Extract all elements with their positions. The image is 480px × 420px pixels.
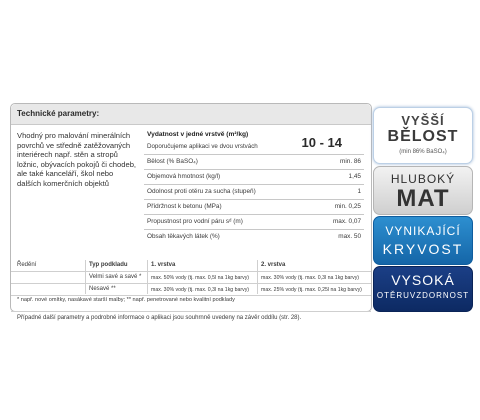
spec-label: Bělost (% BaSO₄): [147, 158, 198, 165]
dilution-title: Ředění: [17, 262, 37, 268]
spec-value: 1,45: [348, 173, 361, 180]
dilution-col-header: 2. vrstva: [261, 262, 286, 268]
badge-line: VYŠŠÍ: [401, 113, 445, 128]
first-coat-dilution: max. 50% vody (tj. max. 0,5l na 1kg barvy): [151, 275, 250, 281]
badge-line: HLUBOKÝ: [390, 172, 456, 186]
badge-line: (min 86% BaSO₄): [399, 149, 447, 155]
substrate-note: * např. nové omítky, nasákavé starší malby; ** např. penetrované nebo kvalitní podklady: [17, 297, 235, 303]
coverage-sublabel: Doporučujeme aplikaci ve dvou vrstvách: [147, 143, 258, 150]
spec-value: max. 0,07: [332, 218, 361, 225]
badge-line: BĚLOST: [387, 128, 459, 145]
coverage-value: 10 - 14: [301, 135, 342, 150]
substrate-type: Velmi savé a savé *: [89, 274, 142, 280]
dilution-header-row: [11, 260, 371, 272]
spec-row: [144, 170, 364, 185]
dilution-col-header: Typ podkladu: [89, 262, 128, 268]
coverage-badge: [373, 216, 473, 265]
footer-note: Případné další parametry a podrobné informace o aplikaci jsou souhrnně uvedeny na závěr oddílu (str. 28).: [17, 315, 302, 321]
first-coat-dilution: max. 30% vody (tj. max. 0,3l na 1kg barvy): [151, 287, 250, 293]
table-divider: [147, 260, 148, 294]
spec-table: [144, 128, 364, 244]
technical-parameters-card: [10, 103, 372, 321]
footer-divider: [11, 311, 371, 312]
substrate-type: Nesavé **: [89, 286, 116, 292]
card-title: Technické parametry:: [17, 109, 100, 118]
spec-row: [144, 230, 364, 244]
dilution-row: [11, 272, 371, 284]
matte-badge: [373, 166, 473, 215]
whiteness-badge: [373, 107, 473, 164]
spec-value: min. 0,25: [334, 203, 361, 210]
product-description: Vhodný pro malování minerálních povrchů ve středně zatěžovaných interiérech např. stěn a stropů ložnic, obývacích pokojů či chodeb, ale také kanceláří, škol nebo dalších komerčních objektů: [17, 131, 137, 188]
spec-value: min. 86: [340, 158, 361, 165]
table-divider: [257, 260, 258, 294]
spec-label: Obsah těkavých látek (%): [147, 233, 220, 240]
spec-label: Objemová hmotnost (kg/l): [147, 173, 221, 180]
dilution-col-header: 1. vrstva: [151, 262, 176, 268]
dilution-table: [11, 260, 371, 296]
spec-label: Propustnost pro vodní páru sᵈ (m): [147, 218, 243, 225]
spec-row: [144, 185, 364, 200]
spec-label: Odolnost proti otěru za sucha (stupeň): [147, 188, 256, 195]
badge-line: VYNIKAJÍCÍ: [385, 224, 461, 238]
spec-row: [144, 200, 364, 215]
badge-line: MAT: [396, 185, 450, 212]
dilution-row: [11, 284, 371, 296]
spec-label: Přídržnost k betonu (MPa): [147, 203, 222, 210]
badge-line: OTĚRUVZDORNOST: [376, 291, 470, 300]
badge-line: VYSOKÁ: [391, 272, 455, 288]
card-header: [11, 104, 371, 125]
coverage-row: [144, 128, 364, 155]
second-coat-dilution: max. 30% vody (tj. max. 0,3l na 1kg barvy): [261, 275, 360, 281]
coverage-label: Vydatnost v jedné vrstvě (m²/kg): [147, 131, 249, 138]
abrasion-badge: [373, 266, 473, 312]
spec-value: max. 50: [338, 233, 361, 240]
spec-row: [144, 155, 364, 170]
table-divider: [85, 260, 86, 294]
second-coat-dilution: max. 25% vody (tj. max. 0,25l na 1kg barvy): [261, 287, 362, 293]
spec-row: [144, 215, 364, 230]
badge-line: KRYVOST: [382, 241, 464, 257]
spec-value: 1: [357, 188, 361, 195]
